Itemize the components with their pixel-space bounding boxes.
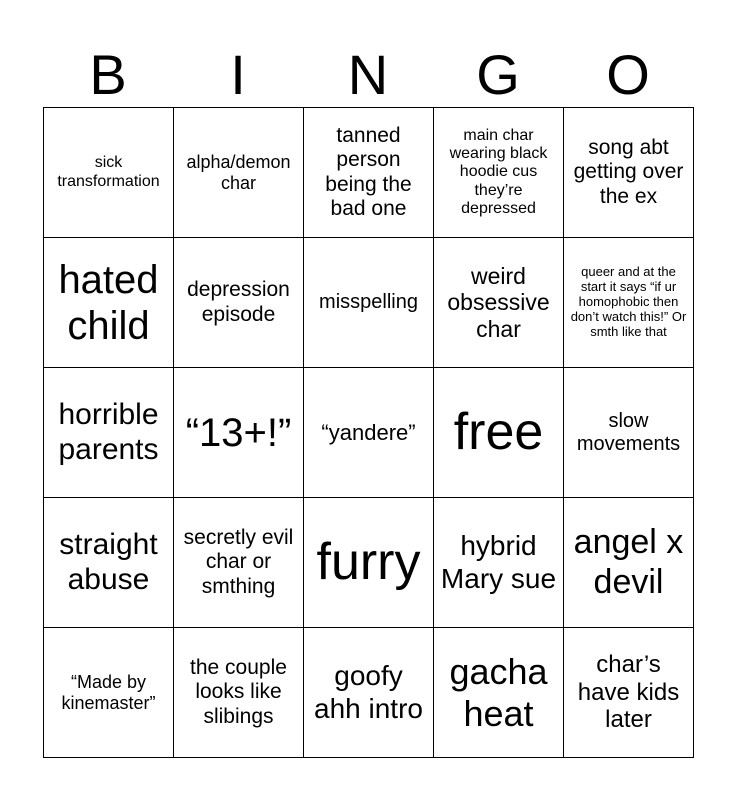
cell-text: weird obsessive char [447, 262, 550, 342]
cell-text: alpha/demon char [186, 151, 291, 193]
bingo-cell[interactable] [564, 498, 694, 628]
bingo-cell[interactable] [174, 238, 304, 368]
cell-text: char’s have kids later [577, 651, 680, 734]
bingo-cell[interactable] [44, 628, 174, 758]
cell-text: secretly evil char or smthing [183, 526, 294, 598]
bingo-grid [43, 107, 694, 758]
cell-text: depression episode [187, 278, 290, 326]
cell-text: hated child [58, 257, 159, 348]
bingo-cell[interactable] [304, 108, 434, 238]
cell-text: furry [316, 532, 421, 591]
bingo-cell[interactable] [564, 368, 694, 498]
free-space-cell[interactable] [434, 368, 564, 498]
bingo-cell[interactable] [174, 368, 304, 498]
bingo-cell[interactable] [434, 498, 564, 628]
bingo-cell[interactable] [44, 238, 174, 368]
cell-text: the couple looks like slibings [190, 656, 287, 728]
cell-text: “Made by kinemaster” [61, 671, 156, 713]
bingo-cell[interactable] [434, 108, 564, 238]
cell-text: free [453, 402, 544, 461]
cell-text: hybrid Mary sue [440, 530, 557, 594]
bingo-cell[interactable] [564, 628, 694, 758]
bingo-cell[interactable] [44, 368, 174, 498]
cell-text: sick transformation [57, 154, 160, 190]
bingo-cell[interactable] [304, 498, 434, 628]
header-letter-n: N [347, 43, 389, 106]
bingo-cell[interactable] [564, 108, 694, 238]
bingo-cell[interactable] [174, 628, 304, 758]
cell-text: queer and at the start it says “if ur homophobic then don’t watch this!” Or smth like that [570, 264, 687, 339]
bingo-header [43, 42, 693, 108]
cell-text: straight abuse [59, 528, 158, 596]
cell-text: goofy ahh intro [314, 660, 423, 724]
cell-text: song abt getting over the ex [573, 136, 684, 208]
header-letter-g: G [476, 43, 520, 106]
bingo-cell[interactable] [434, 238, 564, 368]
cell-text: gacha heat [449, 651, 548, 734]
cell-text: misspelling [319, 291, 418, 313]
header-letter-o: O [606, 43, 650, 106]
cell-text: main char wearing black hoodie cus they’re depressed [449, 126, 548, 218]
bingo-cell[interactable] [304, 628, 434, 758]
header-letter-i: I [230, 43, 246, 106]
bingo-cell[interactable] [434, 628, 564, 758]
bingo-cell[interactable] [174, 498, 304, 628]
cell-text: “13+!” [185, 410, 292, 455]
bingo-cell[interactable] [174, 108, 304, 238]
bingo-cell[interactable] [44, 108, 174, 238]
bingo-cell[interactable] [44, 498, 174, 628]
cell-text: angel x devil [573, 523, 684, 601]
cell-text: horrible parents [58, 398, 159, 466]
header-letter-b: B [89, 43, 127, 106]
cell-text: tanned person being the bad one [325, 124, 412, 220]
bingo-cell[interactable] [304, 368, 434, 498]
cell-text: “yandere” [321, 419, 416, 445]
cell-text: slow movements [576, 409, 681, 455]
bingo-cell[interactable] [564, 238, 694, 368]
bingo-cell[interactable] [304, 238, 434, 368]
